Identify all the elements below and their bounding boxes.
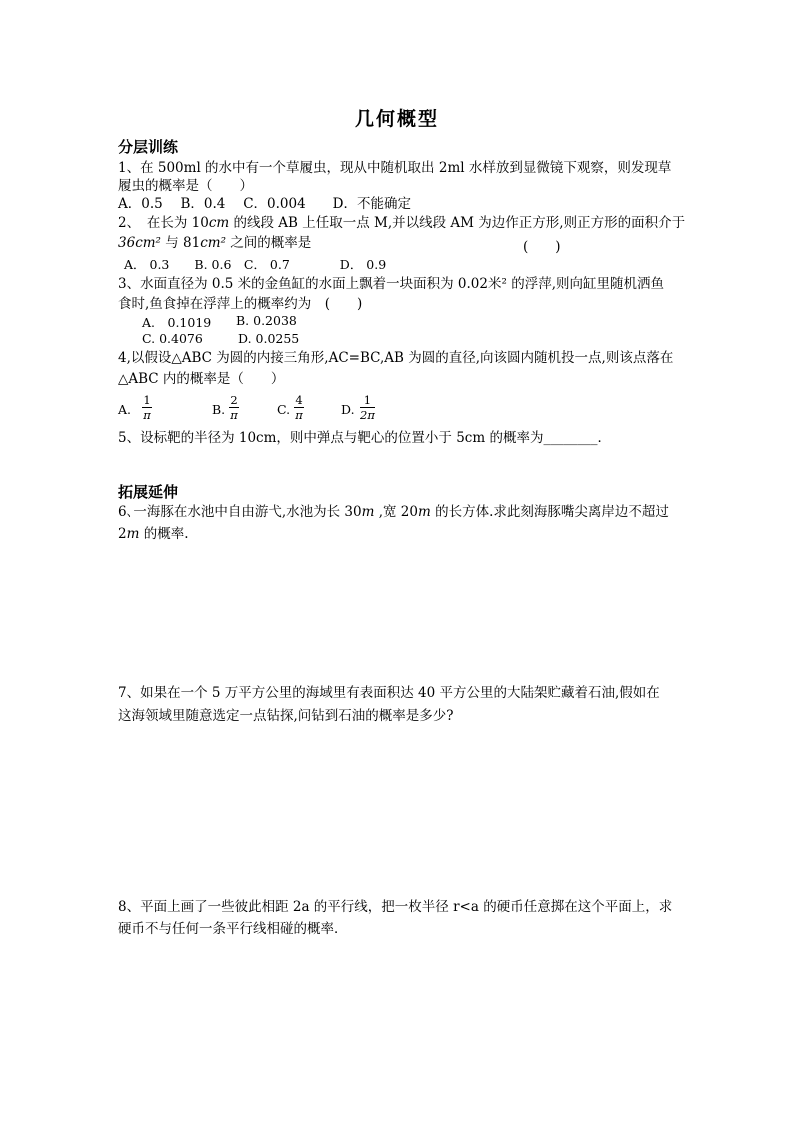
q3-option-d: D. 0.0255: [238, 331, 300, 346]
q7-line2: 这海领域里随意选定一点钻探,问钻到石油的概率是多少?: [118, 708, 454, 724]
q3-option-a: A. 0.1019: [142, 315, 212, 330]
section-heading-layered-training: 分层训练: [118, 138, 179, 156]
q7-line1: 7、如果在一个 5 万平方公里的海域里有表面积达 40 平方公里的大陆架贮藏着石油,假如在: [118, 685, 660, 701]
q2-options: A． 0.3 B. 0.6 C． 0.7 D． 0.9: [124, 257, 387, 272]
q6-line2: 2m 的概率.: [118, 526, 189, 542]
q6-line1: 6､一海豚在水池中自由游弋,水池为长 30m ,宽 20m 的长方体.求此刻海豚嘴尖离岸边不超过: [118, 504, 669, 520]
q1-line1: 1、在 500ml 的水中有一个草履虫，现从中随机取出 2ml 水样放到显微镜下观察，则发现草: [118, 160, 672, 176]
q4-line1: 4,以假设△ABC 为圆的内接三角形,AC=BC,AB 为圆的直径,向该圆内随机投一点,则该点落在: [118, 350, 674, 366]
q1-options: A．0.5 B．0.4 C．0.004 D．不能确定: [118, 196, 411, 212]
q8-line2: 硬币不与任何一条平行线相碰的概率．: [118, 921, 348, 937]
q2-line2: 36cm² 与 81cm² 之间的概率是: [118, 235, 312, 251]
q4-option-a-label: A.: [118, 402, 132, 417]
q3-line2: 食时,鱼食掉在浮萍上的概率约为 ( ): [118, 296, 363, 312]
q4-option-c-label: C.: [277, 402, 291, 417]
q3-option-c: C. 0.4076: [142, 331, 203, 346]
q4-option-b-fraction: 2 π: [230, 393, 238, 422]
q1-line2: 履虫的概率是（ ）: [118, 178, 253, 194]
q4-option-c-fraction: 4 π: [295, 393, 303, 422]
q4-line2: △ABC 内的概率是（ ）: [118, 371, 285, 387]
section-heading-extension: 拓展延伸: [118, 483, 179, 501]
q3-line1: 3、水面直径为 0.5 米的金鱼缸的水面上飘着一块面积为 0.02米² 的浮萍,则向缸里随机洒鱼: [118, 276, 664, 292]
q5-line1: 5、设标靶的半径为 10cm，则中弹点与靶心的位置小于 5cm 的概率为________．: [118, 430, 611, 446]
q8-line1: 8、平面上画了一些彼此相距 2a 的平行线，把一枚半径 r<a 的硬币任意掷在这个平面上，求: [118, 899, 673, 915]
q2-line1: 2、 在长为 10cm 的线段 AB 上任取一点 M,并以线段 AM 为边作正方形,则正方形的面积介于: [118, 215, 686, 231]
q4-option-b-label: B.: [212, 402, 226, 417]
q4-option-d-label: D.: [341, 402, 355, 417]
q3-option-b: B. 0.2038: [236, 313, 297, 328]
q4-option-d-fraction: 1 2π: [360, 393, 375, 422]
q4-option-a-fraction: 1 π: [143, 393, 151, 422]
q2-answer-paren: ( ): [523, 239, 561, 255]
page-title: 几何概型: [354, 108, 439, 130]
